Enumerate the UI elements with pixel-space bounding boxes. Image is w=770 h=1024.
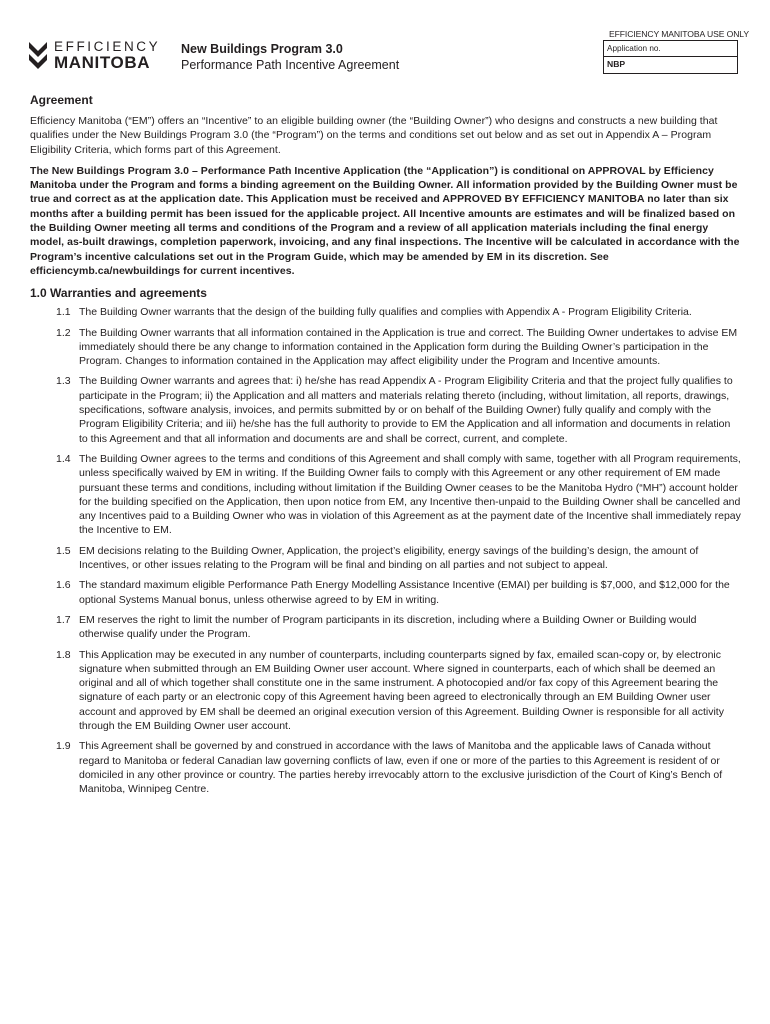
efficiency-manitoba-logo (29, 40, 159, 74)
agreement-heading: Agreement (30, 93, 93, 107)
item-text: The Building Owner warrants and agrees that: i) he/she has read Appendix A - Program Eligibility Criteria and that the project fully qualifies to participate in the Program; ii) the Application and all matters and materials relating thereto (including, without limitation, all reports, drawings, specifications, software analysis, invoices, and permits submitted by or on behalf of the Building Owner) fully qualify and comply with the Program Eligibility Criteria; and iii) he/she has the full authority to provide to EM the Application and all information and documents in relation to this Agreement and that all information and documents are and shall be correct, current, and complete. (79, 375, 733, 445)
item-text: This Agreement shall be governed by and construed in accordance with the laws of Manitoba and the applicable laws of Canada without regard to Manitoba or federal Canadian law governing conflicts of law, even if one or more of the parties to this Agreement is resident of or domiciled in any other province or country. The parties hereby irrevocably attorn to the exclusive jurisdiction of the Court of King’s Bench of Manitoba, Winnipeg Centre. (79, 740, 723, 796)
item-number: 1.5 (56, 544, 71, 557)
item-number: 1.8 (56, 648, 71, 661)
list-item (30, 648, 742, 734)
item-text: The Building Owner warrants that all information contained in the Application is true and correct. The Building Owner undertakes to advise EM immediately should there be any change to information contained in the Application form during the Building Owner’s participation in the Program. Changes to information contained in the Application may affect eligibility under the Program and Incentive amounts. (79, 326, 738, 368)
program-title: New Buildings Program 3.0 (181, 42, 343, 56)
item-number: 1.6 (56, 579, 71, 592)
item-number: 1.9 (56, 740, 71, 753)
office-use-caption: EFFICIENCY MANITOBA USE ONLY (609, 29, 749, 39)
item-text: EM reserves the right to limit the number of Program participants in its discretion, including where a Building Owner or Building would otherwise qualify under the Program. (79, 613, 697, 641)
logo-word-efficiency: EFFICIENCY (54, 39, 161, 54)
list-item (30, 452, 742, 538)
list-item (30, 374, 742, 445)
warranties-list (30, 305, 742, 796)
list-item (30, 739, 742, 796)
section-1-heading: 1.0 Warranties and agreements (30, 286, 207, 301)
list-item (30, 326, 742, 369)
office-use-box (603, 40, 738, 74)
logo-word-manitoba: MANITOBA (54, 53, 151, 72)
agreement-intro: Efficiency Manitoba (“EM”) offers an “Incentive” to an eligible building owner (the “Building Owner”) who designs and constructs a new building that qualifies under the New Buildings Program 3.0 (the “Program”) on the terms and conditions set out below and as set out in Appendix A – Program Eligibility Criteria, which forms part of this Agreement. (30, 115, 718, 156)
item-number: 1.4 (56, 452, 71, 465)
item-text: EM decisions relating to the Building Owner, Application, the project’s eligibility, energy savings of the building’s design, the amount of Incentives, or other issues relating to the Program will be final and binding on all parties and not subject to appeal. (79, 544, 699, 572)
application-no-field[interactable]: NBP (607, 59, 626, 69)
item-number: 1.1 (56, 306, 71, 319)
item-text: The Building Owner agrees to the terms and conditions of this Agreement and shall comply with same, together with all Program requirements, unless specifically waived by EM in writing. If the Building Owner fails to comply with this Agreement or any other requirement of EM made pursuant these terms and conditions, including without limitation if the Building Owner ceases to be the Manitoba Hydro (“MH”) account holder for the building specified on the Application, then upon notice from EM, any Incentive then-unpaid to the Building Owner shall be cancelled and any Incentives paid to a Building Owner who was in violation of this Agreement as at the payment date of the Incentive shall immediately repay the Incentive to EM. (79, 452, 741, 537)
list-item (30, 544, 742, 573)
item-text: The Building Owner warrants that the design of the building fully qualifies and complies with Appendix A - Program Eligibility Criteria. (79, 306, 692, 319)
agreement-notice: The New Buildings Program 3.0 – Performance Path Incentive Application (the “Application”) is conditional on APPROVAL by Efficiency Manitoba under the Program and forms a binding agreement on the Building Owner. All information provided by the Building Owner must be true and correct as at the application date. This Application must be received and APPROVED BY EFFICIENCY MANITOBA no later than six months after a building permit has been issued for the applicable project. All Incentive amounts are estimates and will be finalized based on the Building Owner meeting all terms and conditions of the Program and a review of all application materials including the final energy model, as-built drawings, completion paperwork, invoicing, and any final inspections. The Incentive will be calculated in accordance with the Program’s incentive calculations set out in the Program Guide, which may be amended by EM in its discretion. See efficiencymb.ca/newbuildings for current incentives. (30, 164, 740, 277)
item-text: The standard maximum eligible Performance Path Energy Modelling Assistance Incentive (EMAI) per building is $7,000, and $12,000 for the optional Systems Manual bonus, unless otherwise agreed to by EM in writing. (79, 579, 730, 606)
item-number: 1.3 (56, 375, 71, 388)
item-number: 1.7 (56, 613, 71, 626)
program-subtitle: Performance Path Incentive Agreement (181, 58, 400, 72)
list-item (30, 305, 742, 319)
document-body (30, 93, 742, 802)
office-use-divider (604, 56, 737, 57)
list-item (30, 578, 742, 607)
item-number: 1.2 (56, 326, 71, 339)
item-text: This Application may be executed in any number of counterparts, including counterparts signed by fax, emailed scan-copy or, by electronic signature when submitted through an EM Building Owner user account. Where signed in counterparts, each of which shall be deemed an original and all of which together shall constitute one in the same instrument. A photocopied and/or fax copy of this Agreement bearing the signature of each party or an electronic copy of this Agreement having been agreed to electronically through an EM Building Owner user account and approved by EM shall be deemed an original execution version of this Agreement. Building Owner is responsible for all activity through the EM Building Owner user account. (79, 648, 724, 732)
list-item (30, 613, 742, 642)
logo-mark-icon (29, 42, 47, 72)
application-no-label: Application no. (607, 44, 661, 53)
